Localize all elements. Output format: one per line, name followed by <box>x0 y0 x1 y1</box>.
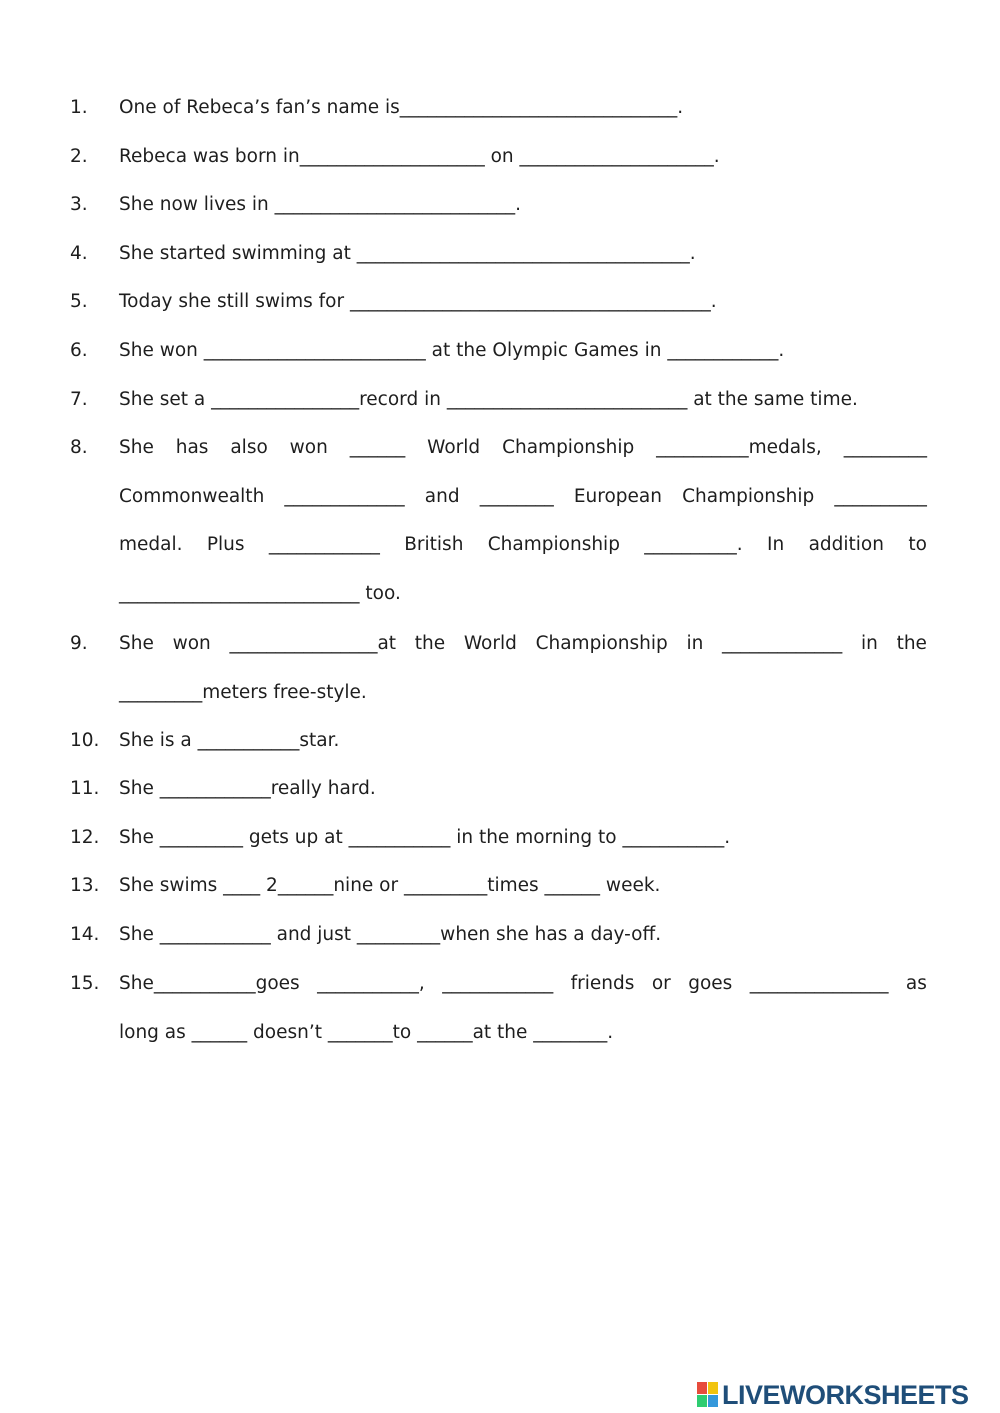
word: Championship <box>502 437 635 458</box>
question-number: 5. <box>70 291 88 312</box>
word: in <box>686 633 704 654</box>
logo-square-3 <box>697 1395 707 1407</box>
question-number: 12. <box>70 827 100 848</box>
question-text <box>119 972 927 996</box>
word: goes <box>688 973 733 994</box>
word: in <box>860 633 878 654</box>
question-number: 6. <box>70 340 88 361</box>
word: Championship <box>535 633 668 654</box>
question-number: 10. <box>70 730 100 751</box>
word: __________. <box>644 534 743 556</box>
question-text: __________________________ too. <box>119 583 401 605</box>
question-number: 3. <box>70 194 88 215</box>
question-text: She started swimming at ____________________________________. <box>119 243 696 264</box>
question-text: She swims ____ 2______nine or _________times ______ week. <box>119 875 661 896</box>
word: won <box>172 633 211 654</box>
word: friends <box>570 973 635 994</box>
word: as <box>905 973 927 994</box>
word: ____________ <box>442 973 554 994</box>
question-text: She won ________________________ at the Olympic Games in ____________. <box>119 340 785 361</box>
word: _____________ <box>722 633 843 654</box>
question-text: She _________ gets up at ___________ in the morning to ___________. <box>119 827 731 848</box>
question-number: 15. <box>70 973 100 994</box>
question-number: 8. <box>70 437 88 458</box>
question-text: long as ______ doesn’t _______to ______at the ________. <box>119 1021 614 1043</box>
question-number: 13. <box>70 875 100 896</box>
word: In <box>767 534 785 556</box>
question-text: Today she still swims for _______________________________________. <box>119 291 717 312</box>
word: She <box>119 437 154 458</box>
word: to <box>908 534 927 556</box>
question-number: 7. <box>70 389 88 410</box>
word: the <box>414 633 446 654</box>
word: _________ <box>843 437 927 458</box>
logo-mark-icon <box>697 1382 719 1408</box>
word: __________ <box>834 485 927 507</box>
question-number: 9. <box>70 633 88 654</box>
question-text <box>119 533 927 557</box>
word: ________________at <box>229 633 397 654</box>
question-text: She ____________ and just _________when she has a day-off. <box>119 924 662 945</box>
word: has <box>175 437 209 458</box>
logo-square-2 <box>708 1382 718 1394</box>
word: ___________, <box>317 973 425 994</box>
word: Championship <box>487 534 620 556</box>
logo-square-4 <box>708 1395 718 1407</box>
word: ______ <box>349 437 406 458</box>
word: or <box>651 973 671 994</box>
word: medal. <box>119 534 183 556</box>
word: European <box>573 485 662 507</box>
question-number: 11. <box>70 778 100 799</box>
question-number: 4. <box>70 243 88 264</box>
question-number: 2. <box>70 146 88 167</box>
question-number: 14. <box>70 924 100 945</box>
question-text <box>119 436 927 460</box>
question-number: 1. <box>70 97 88 118</box>
question-text: She is a ___________star. <box>119 730 340 751</box>
question-text: _________meters free-style. <box>119 681 367 703</box>
word: British <box>404 534 464 556</box>
word: Commonwealth <box>119 485 265 507</box>
word: World <box>463 633 517 654</box>
logo-square-1 <box>697 1382 707 1394</box>
question-text <box>119 632 927 656</box>
word: the <box>896 633 927 654</box>
logo-text: LIVEWORKSHEETS <box>722 1379 969 1410</box>
word: addition <box>808 534 884 556</box>
word: also <box>230 437 268 458</box>
word: ________ <box>479 485 554 507</box>
question-text: One of Rebeca’s fan’s name is______________________________. <box>119 97 684 118</box>
liveworksheets-logo <box>697 1378 969 1412</box>
word: World <box>427 437 481 458</box>
question-text: She now lives in __________________________. <box>119 194 522 215</box>
word: ____________ <box>268 534 380 556</box>
word: _______________ <box>749 973 889 994</box>
word: She <box>119 633 154 654</box>
word: Championship <box>682 485 815 507</box>
question-text: She set a ________________record in __________________________ at the same time. <box>119 389 858 410</box>
question-text: Rebeca was born in____________________ on _____________________. <box>119 146 720 167</box>
word: __________medals, <box>656 437 822 458</box>
word: _____________ <box>284 485 405 507</box>
word: She___________goes <box>119 973 300 994</box>
word: won <box>289 437 328 458</box>
word: Plus <box>206 534 245 556</box>
word: and <box>424 485 460 507</box>
question-text <box>119 485 927 509</box>
question-text: She ____________really hard. <box>119 778 376 799</box>
